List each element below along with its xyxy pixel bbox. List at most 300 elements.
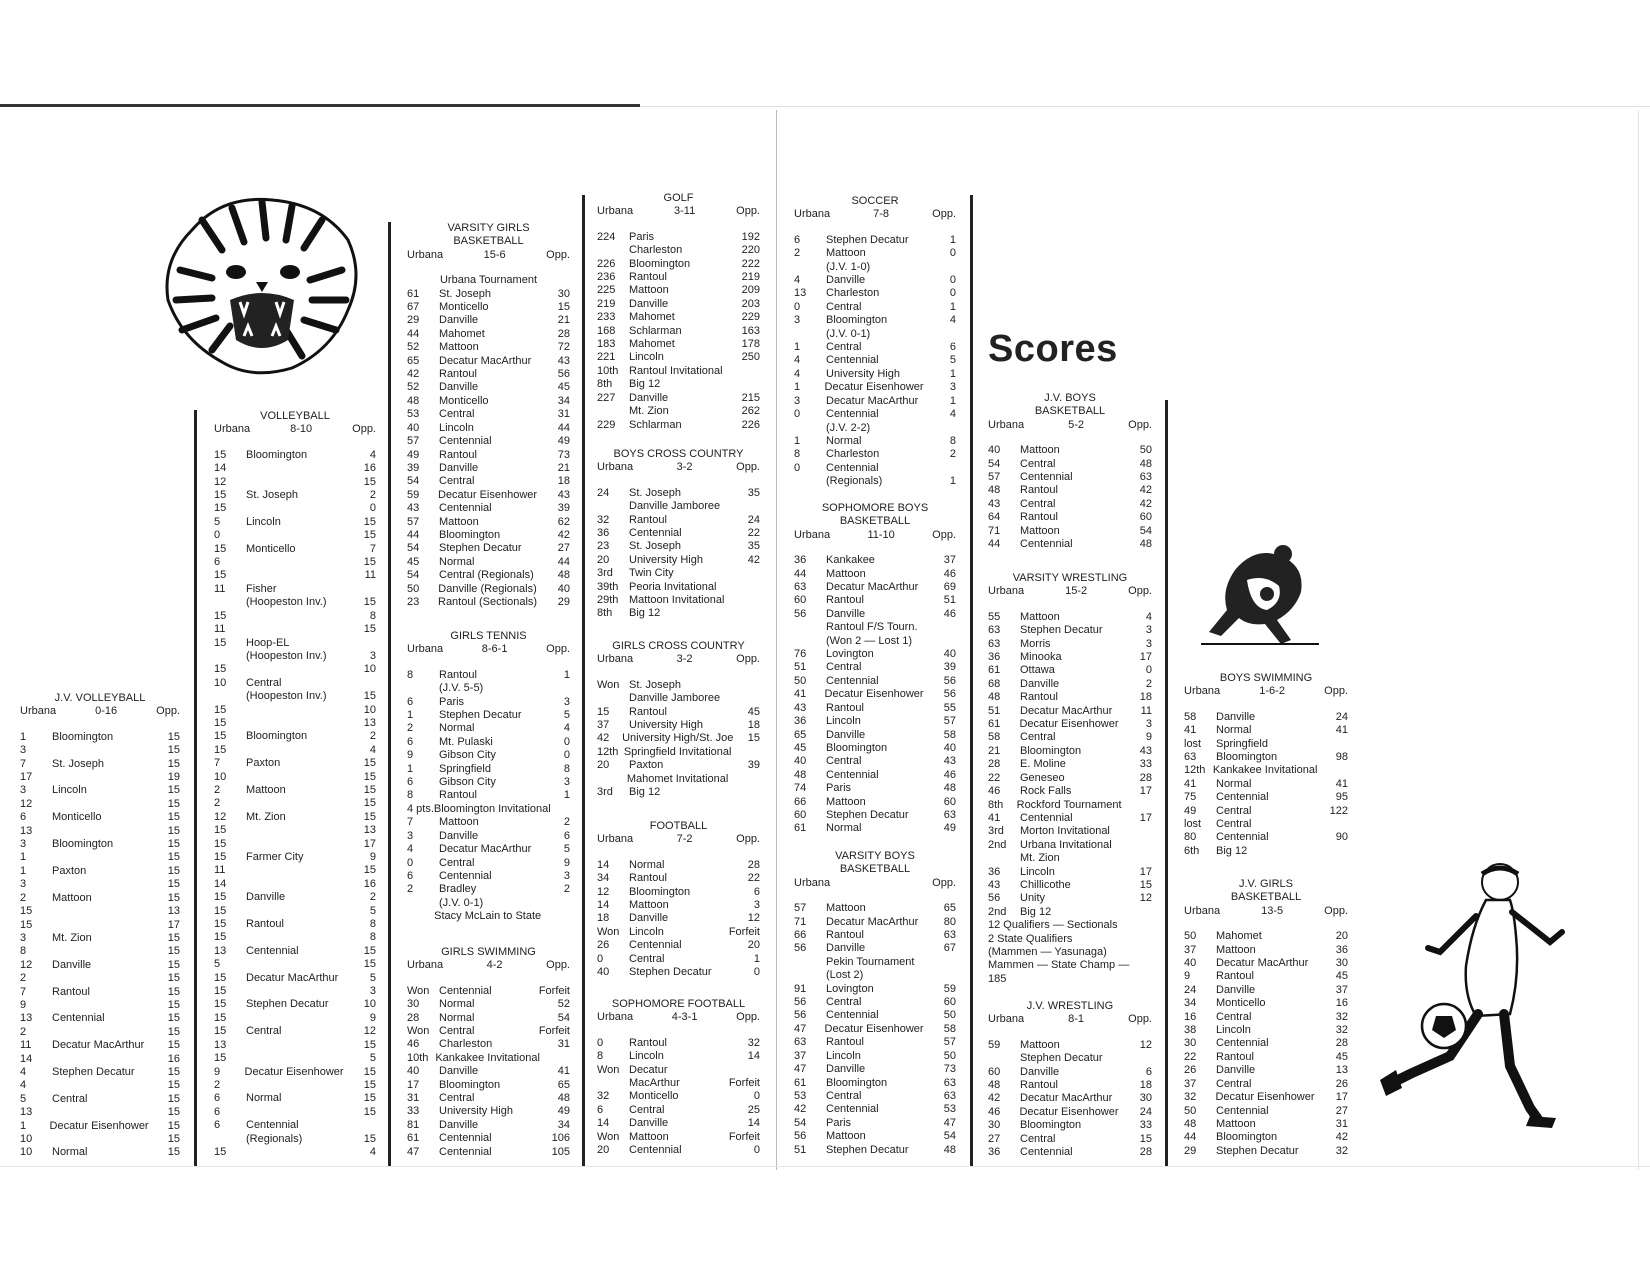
urbana-score: 1: [794, 381, 801, 394]
score-row: [407, 857, 570, 870]
opponent-score: 15: [167, 757, 180, 770]
urbana-score: 15: [214, 971, 227, 984]
score-row: [988, 538, 1152, 551]
score-row: [1184, 984, 1348, 997]
score-row: [407, 1119, 570, 1132]
urbana-score: 17: [20, 771, 33, 784]
opponent-score: 18: [1139, 691, 1152, 704]
urbana-score: 15: [214, 824, 227, 837]
urbana-score: 29: [407, 314, 420, 327]
opponent-score: 39: [943, 661, 956, 674]
opponent-name: Bloomington: [52, 838, 114, 851]
opponent-name: Morris: [1020, 637, 1051, 650]
opponent-score: 45: [747, 705, 760, 718]
opponent-score: 17: [167, 918, 180, 931]
opponent-name: Monticello: [439, 301, 489, 314]
score-row: [794, 568, 956, 581]
urbana-score: 14: [597, 858, 610, 871]
urbana-score: 46: [988, 1105, 1001, 1118]
score-row: [214, 891, 376, 904]
opponent-name: [52, 999, 146, 1012]
opponent-name: Mattoon: [826, 1130, 866, 1143]
opponent-score: 28: [1139, 771, 1152, 784]
score-row: [794, 729, 956, 742]
score-row: [988, 458, 1152, 471]
opponent-name: [246, 529, 342, 542]
opponent-score: 40: [557, 582, 570, 595]
urbana-score: 17: [407, 1078, 420, 1091]
score-row: [20, 1120, 180, 1133]
opponent-score: 15: [167, 730, 180, 743]
opponent-name: Mattoon Invitational: [629, 594, 725, 607]
urbana-score: 45: [794, 741, 807, 754]
score-row: [407, 1092, 570, 1105]
season-record: 15-6: [483, 248, 506, 261]
opponent-name: Big 12: [1216, 844, 1248, 857]
opponent-name: Stacy McLain to State: [434, 910, 542, 923]
score-row: [20, 919, 180, 932]
opponent-score: 73: [557, 448, 570, 461]
opponent-name: Central: [629, 952, 665, 965]
opponent-name: Rantoul: [826, 594, 864, 607]
opponent-score: 63: [943, 929, 956, 942]
urbana-score: 15: [20, 905, 33, 918]
season-note: 185: [988, 972, 1007, 985]
opponent-score: [551, 803, 570, 816]
urbana-score: 15: [214, 609, 227, 622]
score-row: [794, 648, 956, 661]
urbana-score: 7: [214, 757, 221, 770]
opponent-name: Decatur Eisenhower: [824, 1022, 924, 1035]
score-row: [20, 744, 180, 757]
score-row: [20, 784, 180, 797]
score-row: [407, 1025, 570, 1038]
score-row: [20, 1146, 180, 1159]
opponent-name: Schlarman: [629, 324, 682, 337]
score-row: [1184, 751, 1348, 764]
score-row: [597, 298, 760, 311]
score-row: [597, 1104, 760, 1117]
urbana-label: Urbana: [597, 833, 634, 846]
opponent-score: 9: [369, 851, 376, 863]
urbana-score: 48: [988, 484, 1001, 497]
opponent-name: Normal: [439, 998, 475, 1011]
urbana-score: 50: [1184, 930, 1197, 943]
section-header: [597, 205, 760, 218]
opponent-score: 0: [753, 966, 760, 979]
opponent-score: 46: [943, 607, 956, 620]
score-row: [597, 231, 760, 244]
score-row: [407, 669, 570, 682]
opponent-name: Mt. Zion: [52, 931, 92, 944]
opponent-score: 35: [747, 540, 760, 553]
score-row: [20, 1026, 180, 1039]
opponent-score: 15: [363, 757, 376, 770]
sophomore-football-section: [597, 998, 760, 1157]
score-row: [597, 258, 760, 271]
opponent-name: Central: [826, 661, 862, 674]
jv-girls-basketball-section: [1184, 878, 1348, 1158]
opponent-name: Stephen Decatur: [826, 808, 909, 821]
score-row: [407, 556, 570, 569]
urbana-score: [597, 1077, 629, 1090]
score-row: [794, 608, 956, 621]
urbana-score: 46: [988, 785, 1001, 798]
opponent-score: 1: [949, 367, 956, 380]
opponent-name: Normal: [826, 434, 862, 447]
opponent-name: Rantoul: [1020, 511, 1058, 524]
opponent-score: 9: [563, 856, 570, 869]
opponent-name: Rantoul: [1216, 970, 1254, 983]
opponent-score: 5: [563, 843, 570, 856]
opponent-score: 46: [943, 567, 956, 580]
opponent-name: Schlarman: [629, 418, 682, 431]
score-row: [407, 301, 570, 314]
score-row: [597, 1077, 760, 1090]
opponent-score: 2: [949, 448, 956, 461]
opponent-name: Bloomington: [1216, 1131, 1278, 1144]
opp-label: Opp.: [736, 653, 760, 666]
urbana-score: 2nd: [988, 838, 1007, 851]
urbana-score: 14: [597, 1117, 610, 1130]
opponent-score: 28: [557, 327, 570, 340]
opponent-name: Danville: [826, 274, 866, 287]
opponent-score: 27: [1335, 1104, 1348, 1117]
score-row: [407, 1065, 570, 1078]
opponent-score: 106: [551, 1132, 570, 1145]
opponent-score: 44: [557, 555, 570, 568]
score-row: [597, 912, 760, 925]
opponent-score: 15: [167, 1119, 180, 1132]
score-row: [794, 354, 956, 367]
opponent-name: [52, 1133, 146, 1146]
urbana-score: 4: [20, 1065, 27, 1078]
score-row: [794, 822, 956, 835]
urbana-score: 9: [407, 749, 414, 762]
urbana-label: Urbana: [407, 248, 444, 261]
opponent-score: 15: [363, 1078, 376, 1091]
opponent-score: 73: [943, 1063, 956, 1076]
opponent-name: Charleston: [826, 287, 880, 300]
opponent-name: Centennial: [439, 1145, 492, 1158]
urbana-score: 48: [988, 1079, 1001, 1092]
score-row: [214, 462, 376, 475]
urbana-score: 11: [214, 623, 226, 636]
opp-label: Opp.: [546, 959, 570, 972]
score-row: [597, 926, 760, 939]
score-row: [407, 910, 570, 923]
opponent-name: Normal: [1216, 724, 1252, 737]
urbana-score: 40: [597, 966, 610, 979]
score-row: [597, 514, 760, 527]
opponent-score: 15: [167, 744, 180, 757]
score-row: [794, 983, 956, 996]
urbana-score: 10th: [407, 1051, 429, 1064]
score-row: [597, 786, 760, 799]
urbana-score: 15: [20, 918, 33, 931]
opponent-name: Centennial: [826, 408, 879, 421]
opponent-score: 54: [943, 1130, 956, 1143]
season-note: 12 Qualifiers — Sectionals: [988, 919, 1118, 932]
section-title: SOCCER: [851, 195, 899, 207]
urbana-score: [794, 328, 826, 341]
opponent-name: Bloomington: [629, 257, 691, 270]
opponent-score: 15: [1139, 878, 1152, 891]
opponent-score: 26: [1335, 1077, 1348, 1090]
urbana-score: 41: [988, 811, 1001, 824]
girls-swimming-section: [407, 946, 570, 1159]
score-row: [407, 816, 570, 829]
urbana-score: 2: [794, 247, 801, 260]
urbana-score: 0: [794, 300, 801, 313]
opponent-score: 0: [949, 287, 956, 300]
opponent-name: Rantoul: [629, 513, 667, 526]
opponent-score: 4: [369, 1145, 376, 1158]
score-row: [20, 825, 180, 838]
urbana-score: 2: [407, 722, 414, 735]
score-row: [794, 314, 956, 327]
urbana-score: 3rd: [597, 567, 613, 580]
opponent-name: Danville: [439, 829, 479, 842]
opponent-score: 42: [747, 553, 760, 566]
opponent-name: Stephen Decatur: [1020, 624, 1103, 637]
opponent-name: Hoop-EL: [246, 636, 290, 649]
urbana-score: 12th: [1184, 764, 1206, 777]
opponent-score: [726, 500, 760, 513]
urbana-score: 36: [988, 1146, 1001, 1159]
opponent-name: Monticello: [1216, 997, 1266, 1010]
opponent-score: 33: [1139, 758, 1152, 771]
score-row: [988, 892, 1152, 905]
urbana-score: 54: [407, 542, 420, 555]
urbana-score: [407, 910, 434, 923]
opponent-score: 13: [1335, 1064, 1348, 1077]
urbana-score: 36: [794, 554, 807, 567]
score-row: [20, 865, 180, 878]
opponent-score: 41: [1335, 777, 1348, 790]
opponent-score: 53: [943, 1103, 956, 1116]
urbana-score: 3: [20, 784, 27, 797]
score-row: [794, 956, 956, 969]
opponent-score: 15: [363, 475, 376, 488]
opponent-score: 4: [949, 314, 956, 327]
opponent-name: Bloomington: [629, 885, 691, 898]
opponent-name: Lovington: [826, 648, 874, 661]
opponent-name: Centennial: [826, 461, 879, 474]
opponent-name: Central: [1020, 497, 1056, 510]
section-title: SOPHOMORE BOYS: [821, 502, 929, 514]
score-row: [407, 749, 570, 762]
urbana-score: 9: [1184, 970, 1191, 983]
opponent-score: 105: [551, 1145, 570, 1158]
urbana-score: 15: [214, 743, 227, 756]
score-row: [407, 696, 570, 709]
opponent-name: University High: [826, 367, 900, 380]
score-row: [214, 905, 376, 918]
section-title: VARSITY WRESTLING: [1012, 572, 1128, 584]
score-row: [988, 611, 1152, 624]
score-row: [20, 999, 180, 1012]
score-row: [597, 244, 760, 257]
opponent-name: Decatur MacArthur: [826, 915, 919, 928]
score-row: [214, 489, 376, 502]
opponent-name: Decatur Eisenhower: [49, 1119, 149, 1132]
opponent-name: Decatur MacArthur: [439, 843, 532, 856]
urbana-score: 3: [407, 829, 414, 842]
opponent-score: 57: [943, 715, 956, 728]
urbana-score: 6th: [1184, 844, 1200, 857]
urbana-score: 61: [407, 287, 420, 300]
urbana-score: 6: [407, 776, 414, 789]
section-header: [597, 1011, 760, 1024]
urbana-score: 37: [1184, 1077, 1197, 1090]
opponent-score: 1: [753, 952, 760, 965]
urbana-score: 1: [794, 341, 801, 354]
score-row: [794, 996, 956, 1009]
opponent-name: Stephen Decatur: [439, 709, 522, 722]
score-row: [597, 487, 760, 500]
page-edge: [1638, 110, 1639, 1170]
opponent-name: Rantoul: [629, 1036, 667, 1049]
urbana-score: 15: [214, 663, 227, 676]
opponent-score: 3: [369, 985, 376, 998]
urbana-score: 65: [407, 354, 420, 367]
urbana-score: 57: [407, 515, 420, 528]
opponent-score: 18: [747, 719, 760, 732]
opponent-score: 15: [363, 1038, 376, 1051]
opponent-name: Mattoon: [1020, 1038, 1060, 1051]
opponent-score: 32: [1335, 1024, 1348, 1037]
score-row: [597, 1050, 760, 1063]
opponent-name: [246, 838, 342, 851]
opponent-name: Mahomet: [439, 327, 485, 340]
urbana-label: Urbana: [214, 423, 251, 436]
season-record: 8-10: [290, 423, 313, 436]
opponent-score: 10: [363, 703, 376, 716]
urbana-score: Won: [597, 1063, 620, 1076]
urbana-score: 23: [407, 595, 420, 608]
opponent-score: 15: [363, 958, 376, 971]
urbana-label: Urbana: [794, 208, 831, 221]
urbana-score: 66: [794, 929, 807, 942]
opponent-name: Danville: [629, 912, 669, 925]
opponent-score: 14: [747, 1050, 760, 1063]
score-row: [1184, 970, 1348, 983]
opponent-name: Fisher: [246, 582, 277, 595]
score-row: [214, 1025, 376, 1038]
opponent-score: 63: [943, 1076, 956, 1089]
opponent-score: 56: [557, 368, 570, 381]
urbana-score: 47: [794, 1022, 807, 1035]
urbana-score: 15: [214, 502, 227, 515]
opponent-score: 48: [557, 569, 570, 582]
section-header: [1184, 905, 1348, 918]
urbana-score: 1: [20, 1119, 27, 1132]
column-divider: [970, 195, 973, 1166]
score-row: [1184, 845, 1348, 858]
section-title: GIRLS TENNIS: [450, 630, 527, 642]
opponent-name: [52, 945, 146, 958]
score-row: [1184, 805, 1348, 818]
score-row: [1184, 778, 1348, 791]
urbana-score: 42: [597, 732, 610, 745]
score-row: [597, 886, 760, 899]
opponent-score: 21: [557, 314, 570, 327]
opponent-name: Decatur MacArthur: [1020, 1092, 1113, 1105]
score-row: [794, 942, 956, 955]
urbana-score: 14: [20, 1052, 33, 1065]
score-row: [597, 540, 760, 553]
opponent-score: [342, 677, 376, 690]
score-row: [597, 284, 760, 297]
urbana-score: 32: [597, 513, 610, 526]
opponent-name: [246, 1106, 342, 1119]
urbana-score: 15: [214, 1011, 227, 1024]
opponent-name: Springfield Invitational: [623, 745, 732, 758]
opponent-name: [246, 878, 342, 891]
opponent-score: 1: [949, 233, 956, 246]
urbana-score: 8: [794, 448, 801, 461]
opponent-score: 50: [1139, 444, 1152, 457]
urbana-score: 54: [407, 569, 420, 582]
opponent-score: 203: [741, 297, 760, 310]
opp-label: Opp.: [352, 423, 376, 436]
season-record: 13-5: [1261, 904, 1284, 917]
urbana-score: 3rd: [988, 825, 1004, 838]
opponent-name: Centennial: [1020, 1146, 1073, 1159]
opponent-name: [52, 972, 146, 985]
opponent-name: Monticello: [439, 394, 489, 407]
urbana-score: 13: [214, 1038, 227, 1051]
opponent-score: 1: [563, 668, 570, 681]
season-record: 5-2: [1068, 418, 1085, 431]
score-row: [407, 422, 570, 435]
opponent-name: Centennial: [52, 1012, 105, 1025]
opponent-score: [726, 786, 760, 799]
opponent-score: 35: [747, 486, 760, 499]
urbana-score: 24: [597, 486, 610, 499]
score-row: [407, 870, 570, 883]
urbana-score: 20: [597, 759, 610, 772]
opponent-score: 3: [753, 899, 760, 912]
urbana-score: 10th: [597, 364, 619, 377]
opponent-name: Rantoul: [439, 789, 477, 802]
score-row: [597, 1064, 760, 1077]
score-row: [794, 234, 956, 247]
opponent-score: 2: [563, 883, 570, 896]
urbana-score: 42: [794, 1103, 807, 1116]
opponent-name: Gibson City: [439, 749, 496, 762]
urbana-score: 15: [214, 851, 227, 863]
opponent-name: Charleston: [629, 244, 683, 257]
opponent-score: 46: [943, 768, 956, 781]
opponent-score: 229: [741, 311, 760, 324]
score-row: [1184, 791, 1348, 804]
section-title: BASKETBALL: [839, 863, 911, 876]
opponent-name: Bloomington: [1216, 751, 1278, 764]
urbana-score: 43: [988, 878, 1001, 891]
opponent-score: 222: [741, 257, 760, 270]
opponent-score: 15: [167, 1106, 180, 1119]
urbana-score: 8: [20, 945, 27, 958]
opponent-score: 52: [557, 998, 570, 1011]
opponent-name: Mattoon: [1020, 610, 1060, 623]
section-title: J.V. GIRLS: [1238, 878, 1293, 890]
urbana-score: 0: [794, 461, 801, 474]
score-row: [988, 718, 1152, 731]
section-header: [20, 705, 180, 718]
section-title: VARSITY BOYS: [835, 850, 915, 862]
